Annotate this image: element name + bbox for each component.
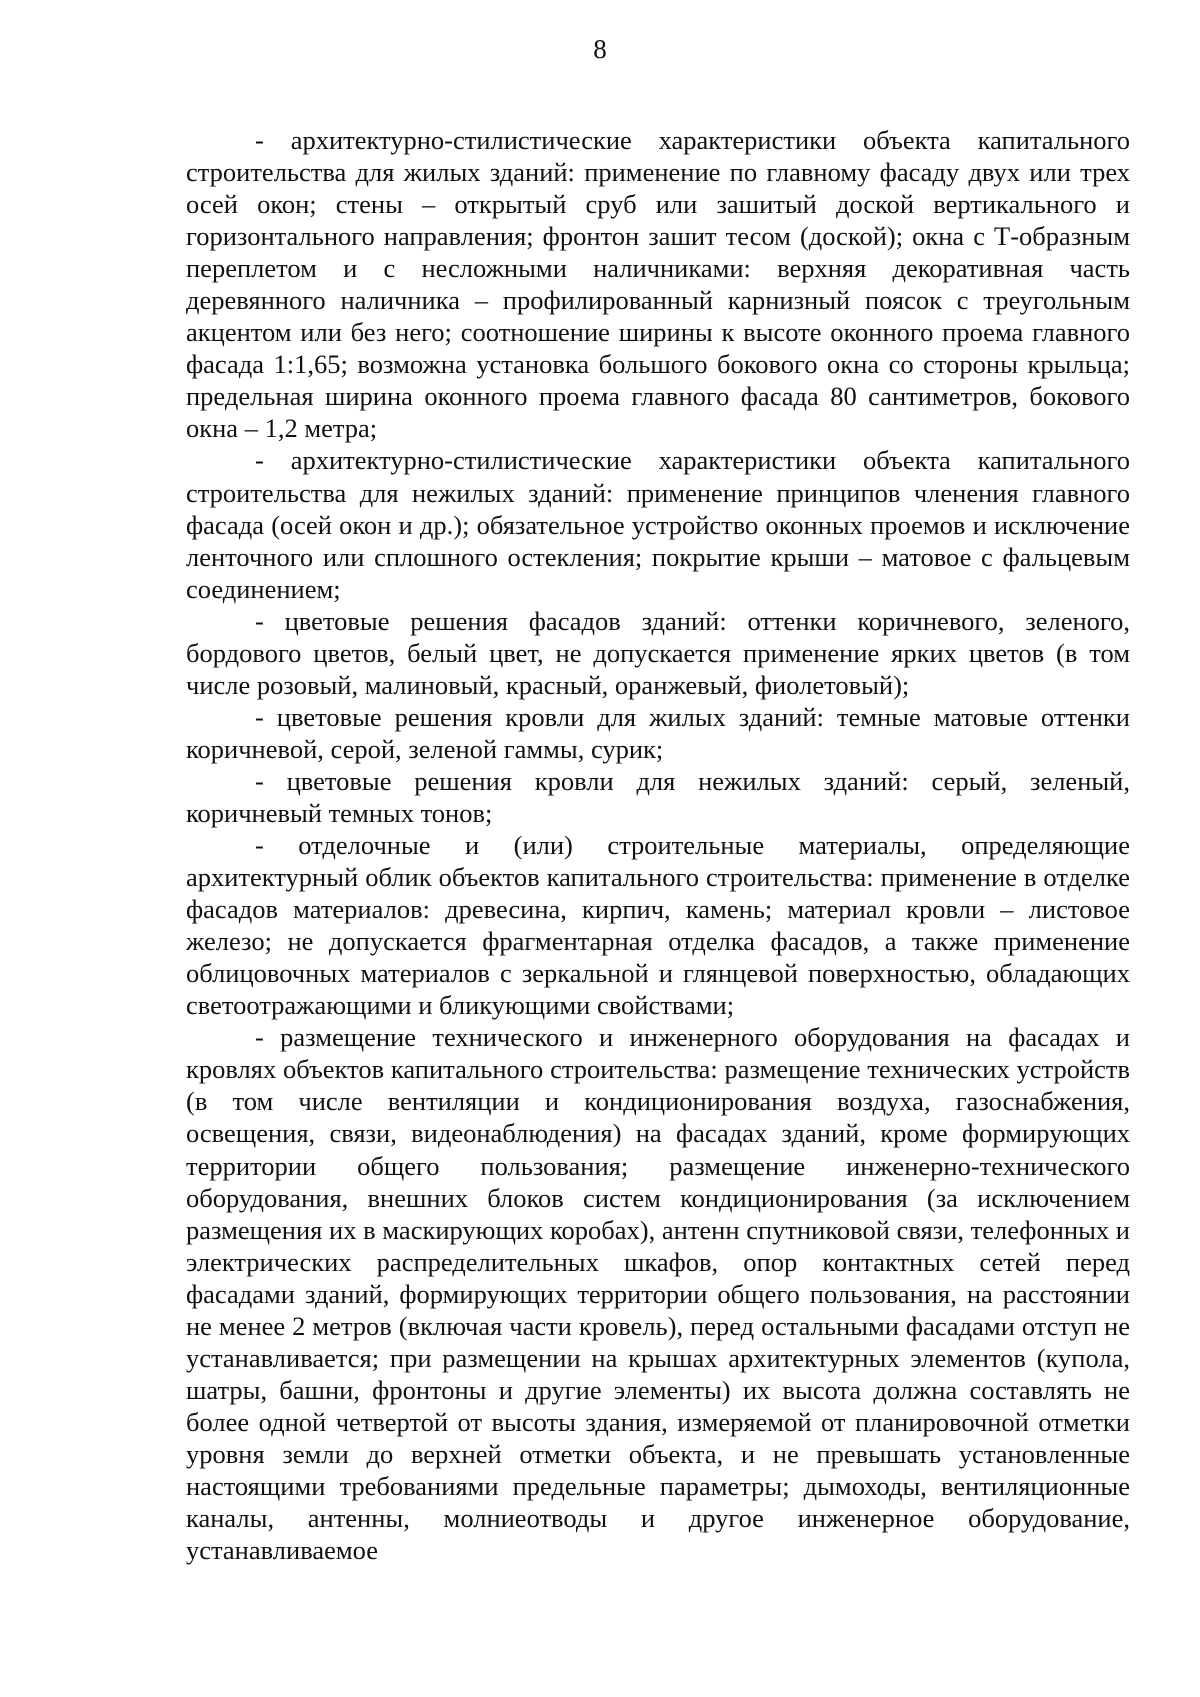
paragraph-residential-roof-colors: - цветовые решения кровли для жилых зданий: темные матовые оттенки коричневой, серой, зеленой гаммы, сурик; — [186, 701, 1130, 764]
paragraph-nonresidential-roof-colors: - цветовые решения кровли для нежилых зданий: серый, зеленый, коричневый темных тонов; — [186, 765, 1130, 828]
paragraph-residential-style: - архитектурно-стилистические характеристики объекта капитального строительства для жилых зданий: применение по главному фасаду двух или трех осей окон; стены – открытый сруб или зашитый доской вертикального и горизонтального направления; фронтон зашит тесом (доской); окна с Т-образным переплетом и с несложными наличниками: верхняя декоративная часть деревянного наличника – профилированный карнизный поясок с треугольным акцентом или без него; соотношение ширины к высоте оконного проема главного фасада 1:1,65; возможна установка большого бокового окна со стороны крыльца; предельная ширина оконного проема главного фасада 80 сантиметров, бокового окна – 1,2 метра; — [186, 125, 1130, 444]
paragraph-finishing-materials: - отделочные и (или) строительные материалы, определяющие архитектурный облик объектов капитального строительства: применение в отделке фасадов материалов: древесина, кирпич, камень; материал кровли – листовое железо; не допускается фрагментарная отделка фасадов, а также применение облицовочных материалов с зеркальной и глянцевой поверхностью, обладающих светоотражающими и бликующими свойствами; — [186, 830, 1130, 1021]
paragraph-equipment-placement: - размещение технического и инженерного оборудования на фасадах и кровлях объектов капитального строительства: размещение технических устройств (в том числе вентиляции и кондиционирования воздуха, газоснабжения, освещения, связи, видеонаблюдения) на фасадах зданий, кроме формирующих территории общего пользования; размещение инженерно-технического оборудования, внешних блоков систем кондиционирования (за исключением размещения их в маскирующих коробах), антенн спутниковой связи, телефонных и электрических распределительных шкафов, опор контактных сетей перед фасадами зданий, формирующих территории общего пользования, на расстоянии не менее 2 метров (включая части кровель), перед остальными фасадами отступ не устанавливается; при размещении на крышах архитектурных элементов (купола, шатры, башни, фронтоны и другие элементы) их высота должна составлять не более одной четвертой от высоты здания, измеряемой от планировочной отметки уровня земли до верхней отметки объекта, и не превышать установленные настоящими требованиями предельные параметры; дымоходы, вентиляционные каналы, антенны, молниеотводы и другое инженерное оборудование, устанавливаемое — [186, 1022, 1130, 1566]
paragraph-nonresidential-style: - архитектурно-стилистические характеристики объекта капитального строительства для нежилых зданий: применение принципов членения главного фасада (осей окон и др.); обязательное устройство оконных проемов и исключение ленточного или сплошного остекления; покрытие крыши – матовое с фальцевым соединением; — [186, 445, 1130, 604]
page-number: 8 — [593, 34, 607, 64]
paragraph-facade-colors: - цветовые решения фасадов зданий: оттенки коричневого, зеленого, бордового цветов, белый цвет, не допускается применение ярких цветов (в том числе розовый, малиновый, красный, оранжевый, фиолетовый); — [186, 605, 1130, 700]
document-body — [186, 124, 1130, 1566]
